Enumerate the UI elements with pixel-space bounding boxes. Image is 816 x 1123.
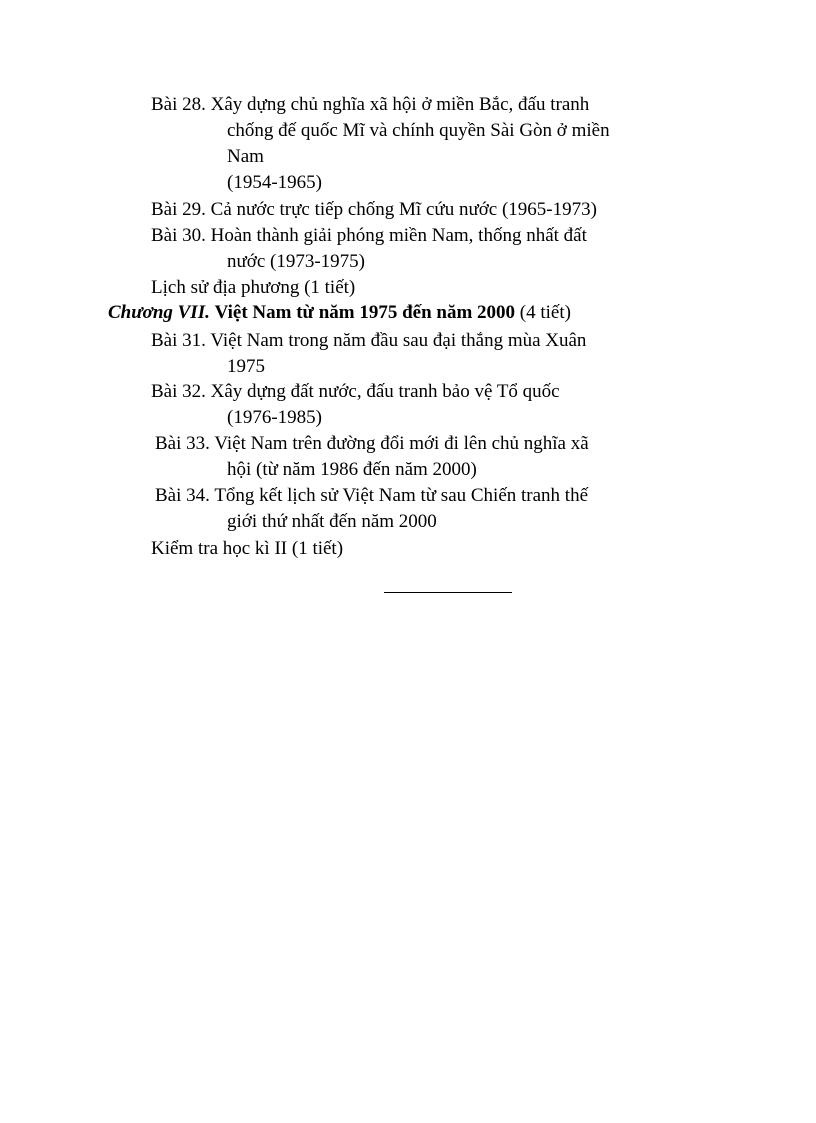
chapter-7-heading	[108, 300, 571, 326]
lesson-29-title-line1: Cả nước trực tiếp chống Mĩ cứu nước (1965-1973)	[210, 199, 597, 220]
lesson-33-number: Bài 33.	[155, 433, 210, 454]
lesson-30-number: Bài 30.	[151, 225, 206, 246]
lesson-34-title-line2: giới thứ nhất đến năm 2000	[227, 511, 437, 532]
lesson-28-title-line2: chống đế quốc Mĩ và chính quyền Sài Gòn ở miền	[227, 120, 610, 141]
lesson-28-title-line4: (1954-1965)	[227, 172, 322, 193]
lesson-30	[151, 223, 587, 249]
chapter-7-title: Việt Nam từ năm 1975 đến năm 2000	[214, 302, 516, 323]
lesson-34-title-line1: Tổng kết lịch sử Việt Nam từ sau Chiến tranh thế	[214, 485, 589, 506]
chapter-7-periods: (4 tiết)	[519, 302, 571, 323]
lesson-33-title-line2: hội (từ năm 1986 đến năm 2000)	[227, 459, 477, 480]
lesson-31-title-line1: Việt Nam trong năm đầu sau đại thắng mùa Xuân	[210, 330, 587, 351]
lesson-31	[151, 328, 586, 354]
lesson-28-title-line1: Xây dựng chủ nghĩa xã hội ở miền Bắc, đấu tranh	[210, 94, 590, 115]
semester-exam-item: Kiểm tra học kì II (1 tiết)	[151, 538, 344, 559]
lesson-33	[155, 431, 589, 457]
lesson-30-title-line1: Hoàn thành giải phóng miền Nam, thống nhất đất	[210, 225, 587, 246]
lesson-32-number: Bài 32.	[151, 381, 206, 402]
lesson-34	[155, 483, 588, 509]
lesson-33-title-line1: Việt Nam trên đường đổi mới đi lên chủ nghĩa xã	[214, 433, 589, 454]
lesson-28-title-line3: Nam	[227, 146, 264, 167]
lesson-28	[151, 92, 589, 118]
lesson-34-number: Bài 34.	[155, 485, 210, 506]
lesson-29	[151, 197, 597, 223]
lesson-31-title-line2: 1975	[227, 356, 265, 377]
end-divider-line	[384, 592, 512, 593]
chapter-7-label: Chương VII.	[108, 302, 210, 323]
lesson-31-number: Bài 31.	[151, 330, 206, 351]
lesson-29-number: Bài 29.	[151, 199, 206, 220]
lesson-30-title-line2: nước (1973-1975)	[227, 251, 366, 272]
lesson-32-title-line1: Xây dựng đất nước, đấu tranh bảo vệ Tổ quốc	[210, 381, 560, 402]
local-history-item: Lịch sử địa phương (1 tiết)	[151, 277, 356, 298]
lesson-32	[151, 379, 560, 405]
lesson-32-title-line2: (1976-1985)	[227, 407, 322, 428]
lesson-28-number: Bài 28.	[151, 94, 206, 115]
